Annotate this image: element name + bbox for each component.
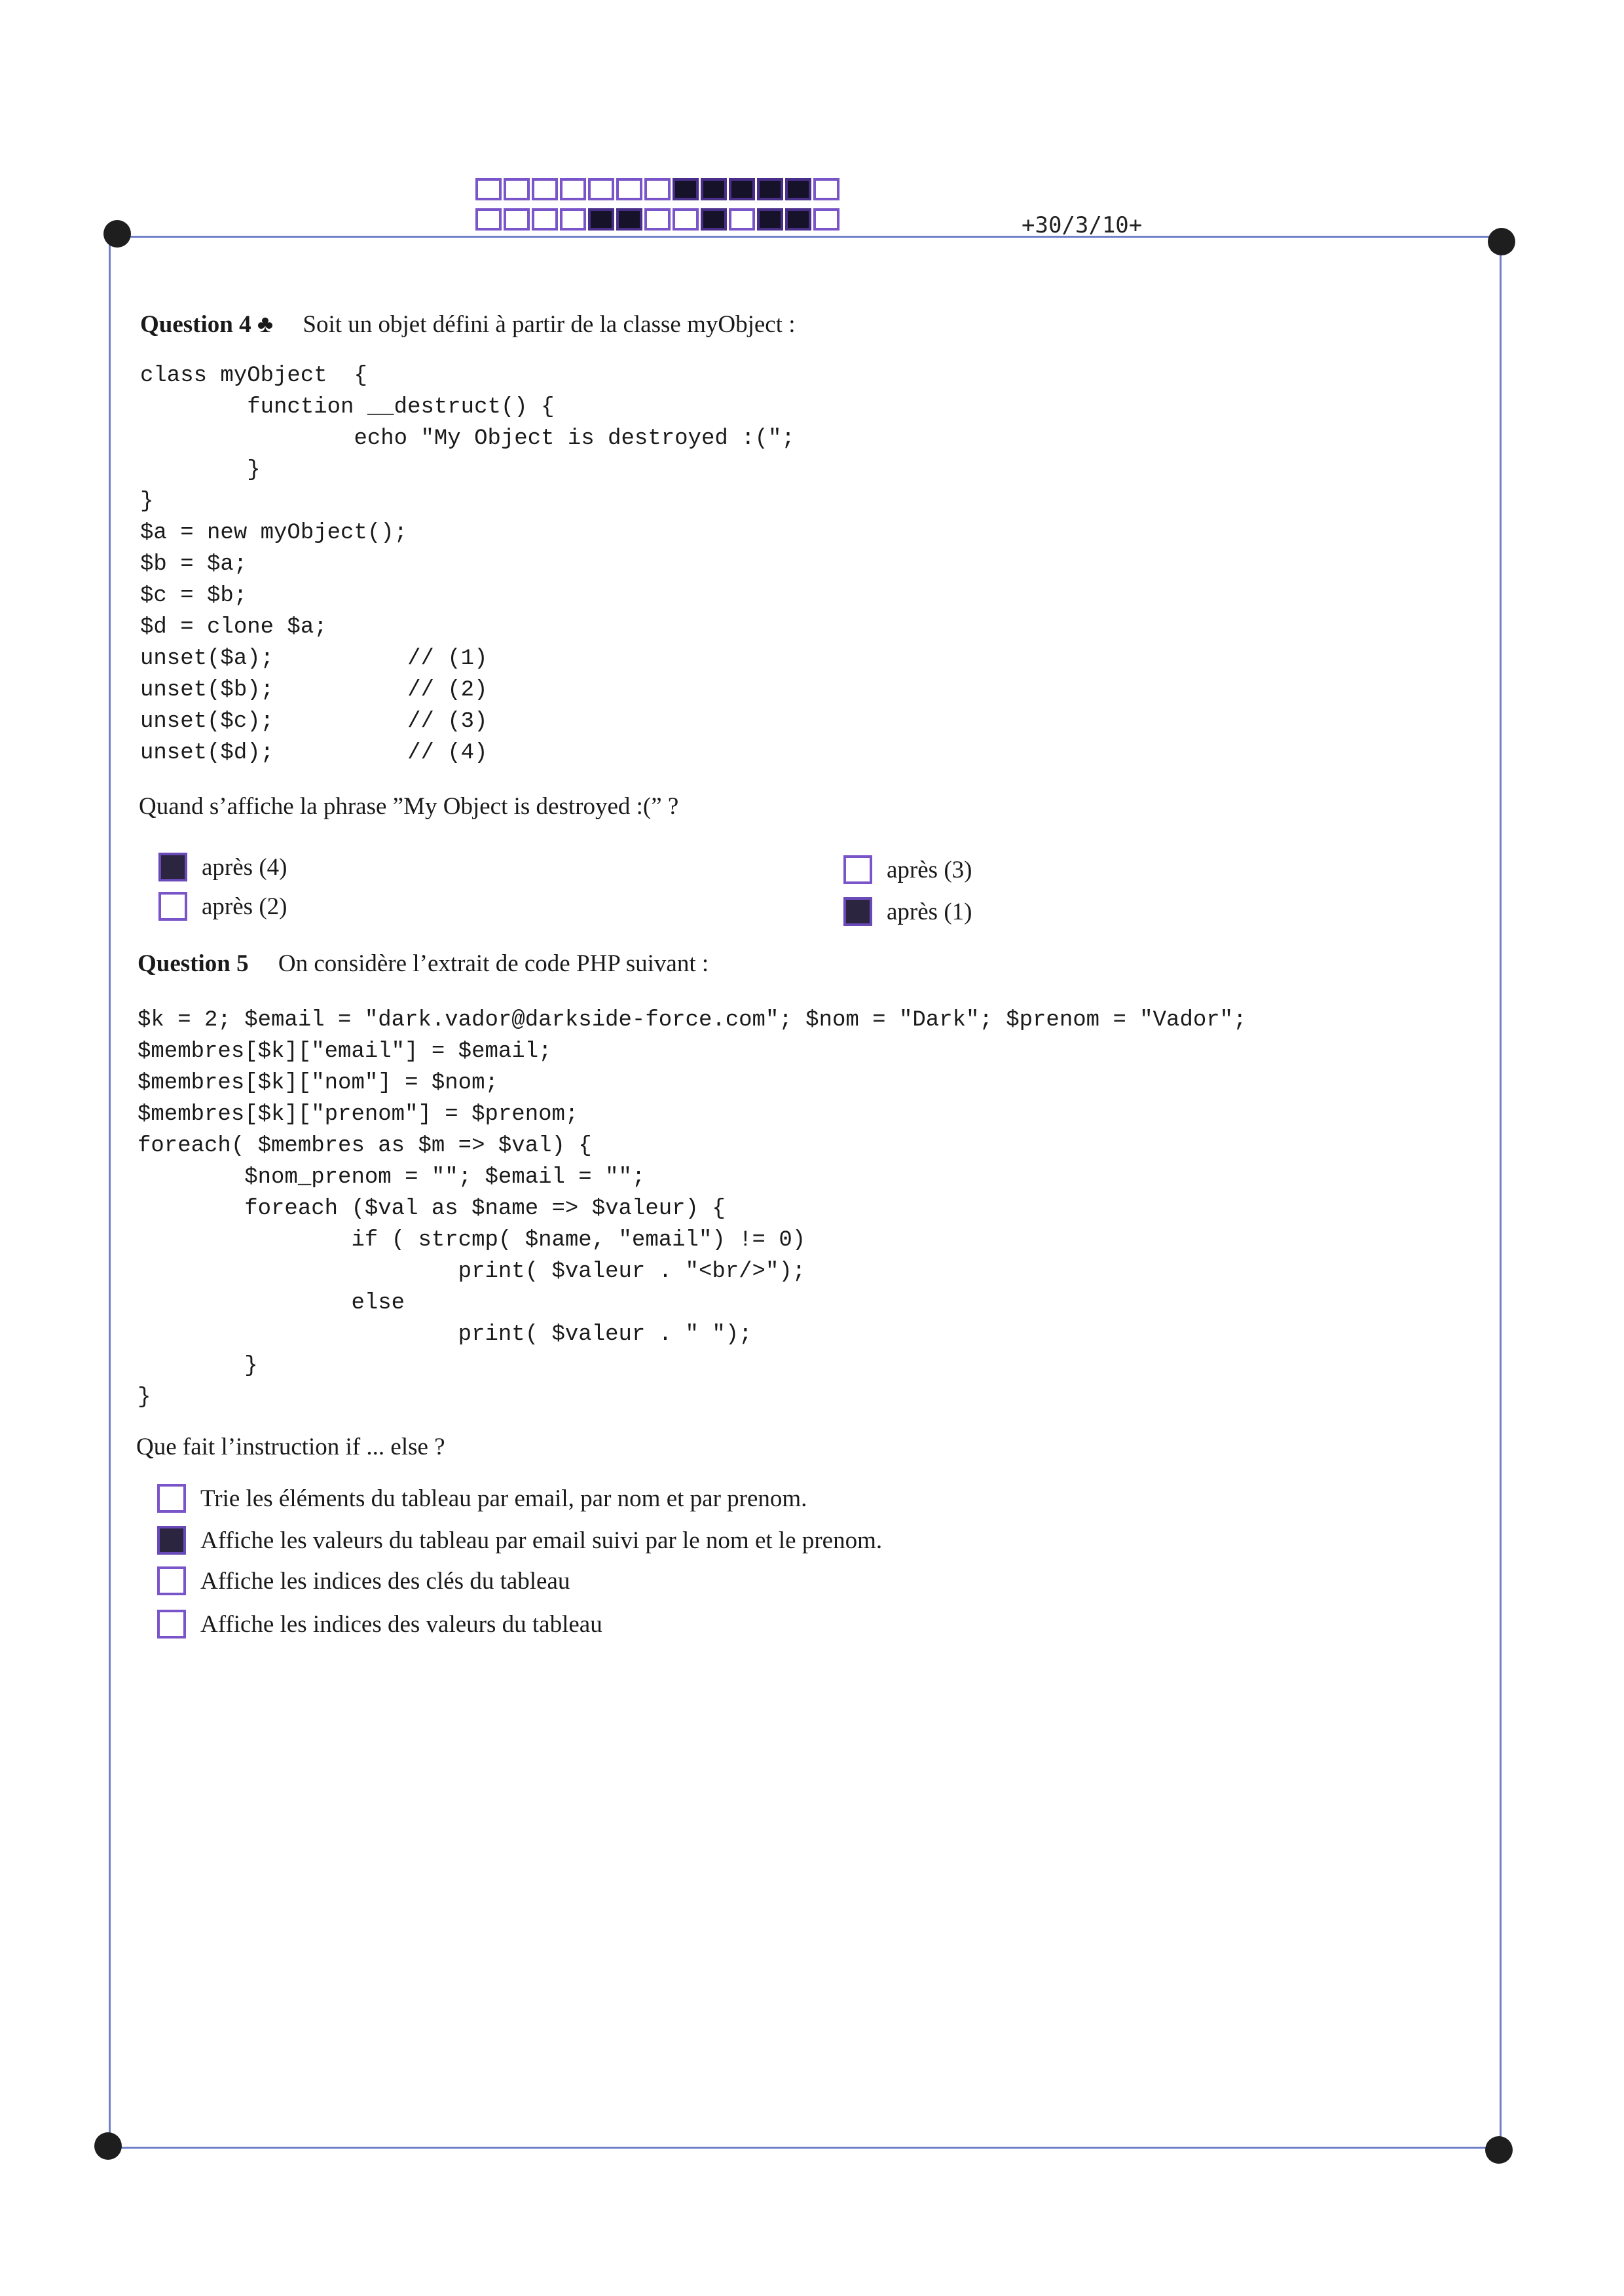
q4-answer-checkbox[interactable] [158, 892, 187, 921]
code-box-5 [588, 178, 614, 200]
corner-marker-top-right [1488, 228, 1515, 255]
code-box-7 [644, 178, 671, 200]
code-box-11 [757, 178, 783, 200]
q4-answer-label: après (1) [887, 898, 972, 925]
code-box-1 [475, 178, 502, 200]
code-box-9 [701, 178, 727, 200]
frame-right-line [1500, 240, 1502, 2149]
q5-answer-trie[interactable] [157, 1484, 807, 1513]
q4-answer-label: après (2) [202, 893, 287, 920]
q5-answer-checkbox[interactable] [157, 1566, 186, 1595]
code-box-8 [673, 208, 699, 231]
q4-answer-apres-3[interactable] [843, 855, 972, 884]
q5-answer-label: Affiche les valeurs du tableau par email suivi par le nom et le prenom. [200, 1527, 883, 1554]
q5-answer-indices-valeurs[interactable] [157, 1610, 602, 1639]
corner-marker-bottom-left [94, 2132, 122, 2160]
code-box-13 [813, 208, 840, 231]
code-box-11 [757, 208, 783, 231]
q5-answer-checkbox[interactable] [157, 1526, 186, 1555]
page-identifier: +30/3/10+ [1022, 212, 1143, 238]
q4-answer-label: après (3) [887, 856, 972, 883]
q4-answer-checkbox[interactable] [843, 897, 872, 926]
q5-answer-checkbox[interactable] [157, 1610, 186, 1639]
code-box-8 [673, 178, 699, 200]
page-code-boxes-row-1 [475, 178, 840, 200]
question-4-label: Question 4 ♣ [140, 311, 274, 338]
question-5-heading [138, 950, 709, 978]
code-box-1 [475, 208, 502, 231]
code-box-10 [729, 208, 755, 231]
question-4-statement: Soit un objet défini à partir de la classe myObject : [303, 311, 796, 338]
q4-answer-apres-2[interactable] [158, 892, 287, 921]
page-code-boxes-row-2 [475, 208, 840, 231]
code-box-2 [504, 178, 530, 200]
code-box-3 [532, 178, 558, 200]
code-box-13 [813, 178, 840, 200]
q5-answer-affiche-valeurs[interactable] [157, 1526, 882, 1555]
corner-marker-top-left [103, 220, 131, 248]
frame-left-line [109, 236, 111, 2148]
question-5-label: Question 5 [138, 950, 249, 977]
question-5-code: $k = 2; $email = "dark.vador@darkside-force.com"; $nom = "Dark"; $prenom = "Vador"; $membres[$k]["email"] = $email; $membres[$k]["nom"] = $nom; $membres[$k]["prenom"] = $prenom; foreach( $membres as $m => $val) { $nom_prenom = ""; $email = ""; foreach ($val as $name => $valeur) { if ( strcmp( $name, "email") != 0) print( $valeur . "<br/>"); else print( $valeur . " "); } } [138, 1008, 1247, 1410]
q5-answer-checkbox[interactable] [157, 1484, 186, 1513]
code-box-4 [560, 178, 586, 200]
code-box-2 [504, 208, 530, 231]
question-4-heading [140, 310, 796, 339]
code-box-6 [616, 178, 642, 200]
q5-answer-label: Affiche les indices des clés du tableau [200, 1567, 570, 1595]
question-4-code: class myObject { function __destruct() { echo "My Object is destroyed :("; } } $a = new myObject(); $b = $a; $c = $b; $d = clone $a; unset($a); // (1) unset($b); // (2) unset($c); // (3) unset($d); // (4) [140, 363, 795, 766]
question-4-prompt: Quand s’affiche la phrase ”My Object is destroyed :(” ? [139, 793, 679, 820]
q5-answer-indices-cles[interactable] [157, 1566, 570, 1595]
q4-answer-apres-1[interactable] [843, 897, 972, 926]
q5-answer-label: Trie les éléments du tableau par email, par nom et par prenom. [200, 1485, 807, 1512]
q5-answer-label: Affiche les indices des valeurs du tableau [200, 1610, 602, 1638]
q4-answer-checkbox[interactable] [158, 853, 187, 881]
code-box-4 [560, 208, 586, 231]
code-box-5 [588, 208, 614, 231]
code-box-3 [532, 208, 558, 231]
code-box-6 [616, 208, 642, 231]
question-5-prompt: Que fait l’instruction if ... else ? [136, 1434, 445, 1460]
q4-answer-checkbox[interactable] [843, 855, 872, 884]
corner-marker-bottom-right [1485, 2136, 1513, 2164]
frame-bottom-line [111, 2147, 1500, 2149]
code-box-9 [701, 208, 727, 231]
code-box-7 [644, 208, 671, 231]
code-box-10 [729, 178, 755, 200]
question-5-statement: On considère l’extrait de code PHP suivant : [278, 950, 709, 977]
code-box-12 [785, 208, 811, 231]
frame-top-line [111, 236, 1500, 238]
q4-answer-label: après (4) [202, 853, 287, 881]
code-box-12 [785, 178, 811, 200]
q4-answer-apres-4[interactable] [158, 853, 287, 881]
